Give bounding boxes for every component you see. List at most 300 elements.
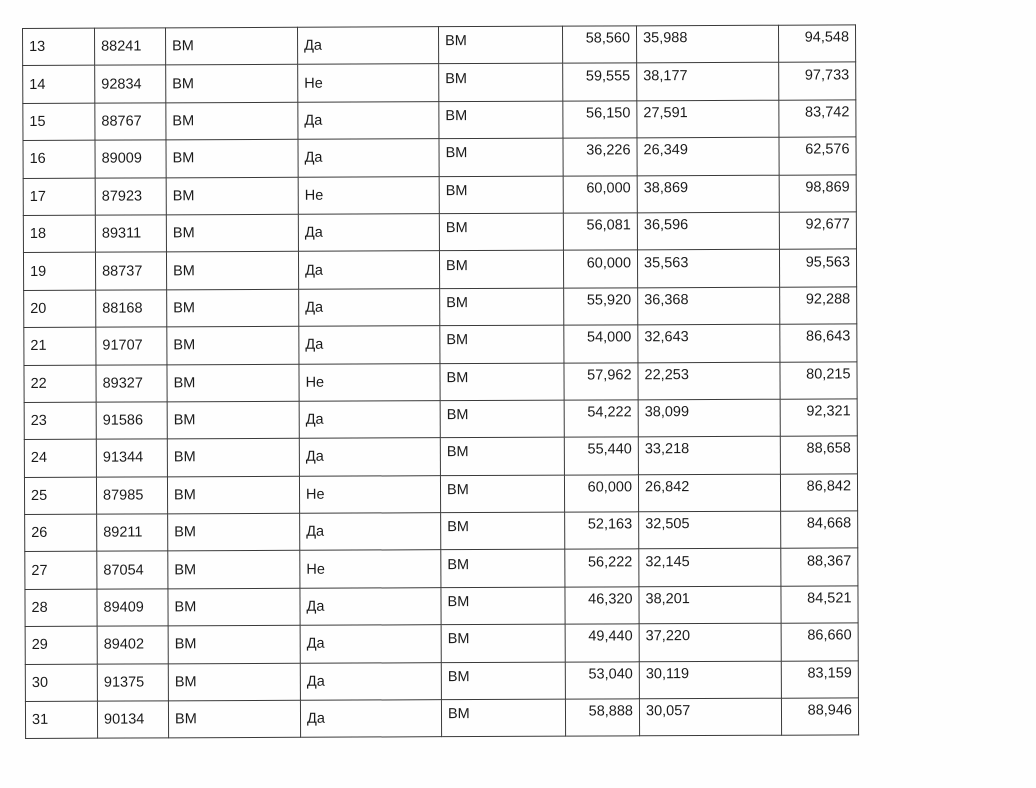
candidate-id-cell-text: 89311: [101, 225, 142, 242]
second-type-cell: [441, 587, 565, 625]
answer-cell: [298, 214, 439, 252]
row-number-cell-text: 31: [31, 712, 49, 729]
score-b-cell: [639, 511, 781, 549]
results-table: [22, 24, 859, 739]
score-b-cell: [636, 25, 778, 63]
row-number-cell: [24, 439, 96, 477]
type-cell-text: ВМ: [173, 449, 196, 466]
score-b-cell-text: 22,253: [644, 366, 689, 383]
score-a-cell-text: 56,150: [585, 105, 631, 122]
candidate-id-cell: [96, 439, 167, 477]
answer-cell: [298, 101, 439, 139]
answer-cell: [299, 401, 440, 439]
row-number-cell: [25, 514, 97, 552]
answer-cell-text: Да: [306, 523, 325, 541]
row-number-cell: [23, 215, 95, 253]
table-row: [23, 100, 856, 141]
candidate-id-cell-text: 89211: [103, 524, 143, 541]
second-type-cell-text: ВМ: [446, 407, 469, 424]
score-a-cell-text: 54,000: [586, 329, 632, 346]
second-type-cell: [440, 288, 564, 326]
second-type-cell: [439, 250, 563, 288]
row-number-cell: [25, 701, 97, 739]
score-b-cell-text: 32,643: [644, 329, 689, 346]
score-a-cell: [565, 549, 639, 587]
answer-cell: [300, 700, 441, 738]
table-row: [23, 62, 856, 103]
score-b-cell: [639, 623, 781, 661]
score-a-cell: [563, 250, 637, 288]
second-type-cell-text: ВМ: [447, 668, 470, 685]
answer-cell-text: Не: [306, 486, 325, 503]
total-score-cell-text: 80,215: [806, 366, 851, 383]
candidate-id-cell: [95, 177, 166, 215]
score-a-cell: [563, 63, 637, 101]
total-score-cell-text: 84,668: [806, 515, 852, 532]
table-row: [24, 287, 857, 328]
score-b-cell: [637, 250, 779, 288]
total-score-cell: [780, 287, 857, 325]
candidate-id-cell: [97, 626, 168, 664]
row-number-cell-text: 19: [30, 263, 47, 280]
score-a-cell-text: 53,040: [588, 666, 633, 683]
answer-cell-text: Да: [304, 112, 323, 129]
table-row: [23, 212, 856, 253]
row-number-cell: [24, 290, 96, 328]
row-number-cell: [23, 178, 95, 216]
second-type-cell: [439, 101, 563, 139]
second-type-cell-text: ВМ: [446, 369, 469, 386]
type-cell: [166, 27, 298, 65]
score-a-cell: [564, 288, 638, 326]
answer-cell-text: Не: [304, 75, 323, 92]
score-b-cell-text: 35,563: [643, 254, 689, 271]
table-row: [24, 399, 857, 440]
second-type-cell: [439, 213, 563, 251]
score-a-cell: [564, 362, 638, 400]
candidate-id-cell-text: 88737: [102, 263, 143, 280]
type-cell-text: ВМ: [172, 38, 194, 55]
type-cell-text: ВМ: [172, 113, 195, 130]
score-b-cell: [638, 324, 780, 362]
second-type-cell-text: ВМ: [447, 631, 470, 648]
type-cell-text: ВМ: [174, 487, 196, 504]
total-score-cell: [779, 137, 856, 175]
candidate-id-cell-text: 88168: [102, 300, 143, 317]
score-a-cell-text: 60,000: [586, 180, 631, 197]
type-cell: [167, 289, 299, 327]
row-number-cell-text: 27: [31, 562, 48, 579]
type-cell-text: ВМ: [174, 561, 197, 578]
type-cell: [166, 177, 298, 215]
type-cell-text: ВМ: [172, 75, 195, 92]
second-type-cell: [441, 512, 565, 550]
second-type-cell: [440, 363, 564, 401]
row-number-cell-text: 28: [31, 599, 48, 617]
answer-cell-text: Не: [305, 374, 325, 391]
second-type-cell: [440, 475, 564, 513]
type-cell: [166, 214, 298, 252]
type-cell: [167, 364, 299, 402]
candidate-id-cell-text: 91344: [102, 449, 144, 467]
second-type-cell-text: ВМ: [447, 706, 470, 723]
total-score-cell-text: 88,658: [806, 440, 851, 458]
candidate-id-cell: [97, 701, 168, 739]
candidate-id-cell: [96, 402, 167, 440]
score-a-cell: [563, 101, 637, 139]
score-b-cell: [637, 100, 779, 138]
candidate-id-cell: [95, 65, 166, 103]
answer-cell-text: Да: [305, 299, 324, 316]
row-number-cell-text: 17: [29, 188, 46, 205]
answer-cell: [300, 513, 441, 551]
second-type-cell-text: ВМ: [445, 108, 468, 125]
second-type-cell: [438, 26, 562, 64]
total-score-cell: [780, 474, 857, 512]
row-number-cell-text: 24: [30, 450, 48, 467]
row-number-cell: [23, 140, 95, 178]
answer-cell: [299, 288, 440, 326]
second-type-cell: [441, 699, 565, 737]
score-b-cell-text: 35,988: [643, 30, 688, 47]
table-row: [25, 623, 858, 664]
total-score-cell-text: 84,521: [807, 590, 852, 607]
candidate-id-cell-text: 91707: [102, 337, 143, 354]
score-b-cell-text: 38,099: [644, 404, 690, 421]
type-cell: [166, 252, 298, 290]
candidate-id-cell: [97, 551, 168, 589]
score-a-cell-text: 54,222: [587, 404, 632, 421]
score-b-cell-text: 38,177: [643, 67, 688, 84]
total-score-cell: [779, 212, 856, 250]
second-type-cell: [440, 400, 564, 438]
row-number-cell-text: 30: [31, 674, 49, 691]
candidate-id-cell-text: 89009: [101, 150, 142, 168]
row-number-cell: [24, 327, 96, 365]
score-a-cell-text: 55,920: [586, 292, 632, 309]
total-score-cell-text: 62,576: [805, 141, 850, 158]
row-number-cell-text: 18: [29, 226, 47, 243]
candidate-id-cell-text: 92834: [101, 76, 142, 93]
score-b-cell: [639, 661, 781, 699]
answer-cell-text: Да: [306, 673, 325, 690]
candidate-id-cell-text: 88767: [101, 113, 142, 130]
score-b-cell: [637, 175, 779, 213]
candidate-id-cell: [97, 589, 168, 627]
score-a-cell: [565, 699, 639, 737]
score-b-cell: [638, 474, 780, 512]
row-number-cell: [25, 664, 97, 702]
row-number-cell: [24, 402, 96, 440]
total-score-cell: [779, 62, 856, 100]
row-number-cell-text: 23: [30, 412, 47, 430]
total-score-cell-text: 95,563: [805, 253, 851, 271]
candidate-id-cell: [95, 103, 166, 141]
type-cell: [168, 663, 300, 701]
row-number-cell-text: 21: [30, 338, 47, 355]
total-score-cell-text: 92,677: [805, 216, 850, 233]
table-row: [25, 586, 858, 627]
second-type-cell-text: ВМ: [446, 332, 469, 349]
score-a-cell-text: 58,888: [588, 703, 634, 720]
second-type-cell-text: ВМ: [447, 519, 469, 536]
type-cell-text: ВМ: [172, 187, 195, 205]
row-number-cell-text: 16: [29, 151, 46, 168]
candidate-id-cell: [95, 215, 166, 253]
second-type-cell: [441, 662, 565, 700]
type-cell-text: ВМ: [174, 674, 197, 691]
type-cell: [167, 401, 299, 439]
second-type-cell-text: ВМ: [445, 70, 468, 87]
score-b-cell-text: 37,220: [645, 628, 691, 645]
score-b-cell: [638, 362, 780, 400]
score-b-cell: [639, 586, 781, 624]
score-b-cell-text: 38,201: [645, 591, 690, 608]
score-b-cell: [638, 287, 780, 325]
total-score-cell: [780, 361, 857, 399]
row-number-cell: [25, 626, 97, 664]
type-cell: [166, 139, 298, 177]
second-type-cell: [440, 437, 564, 475]
type-cell: [168, 588, 300, 626]
candidate-id-cell: [96, 477, 167, 515]
score-a-cell-text: 56,081: [586, 217, 631, 234]
answer-cell-text: Да: [305, 411, 324, 428]
candidate-id-cell-text: 87985: [103, 487, 144, 504]
answer-cell-text: Да: [306, 710, 325, 727]
type-cell: [167, 476, 299, 514]
answer-cell-text: Да: [304, 150, 323, 167]
total-score-cell-text: 88,367: [806, 553, 852, 570]
score-a-cell: [563, 213, 637, 251]
type-cell: [168, 551, 300, 589]
score-b-cell-text: 32,505: [645, 516, 690, 533]
answer-cell-text: Да: [304, 224, 323, 241]
candidate-id-cell-text: 88241: [101, 38, 142, 55]
type-cell-text: ВМ: [173, 262, 195, 279]
total-score-cell: [781, 698, 858, 736]
type-cell-text: ВМ: [174, 711, 197, 728]
candidate-id-cell-text: 89402: [103, 636, 145, 654]
answer-cell-text: Да: [305, 337, 324, 354]
type-cell-text: ВМ: [173, 412, 196, 429]
second-type-cell-text: ВМ: [445, 33, 467, 50]
score-a-cell-text: 49,440: [588, 628, 633, 645]
answer-cell: [300, 550, 441, 588]
second-type-cell-text: ВМ: [446, 257, 468, 274]
total-score-cell-text: 92,288: [805, 291, 851, 308]
score-b-cell: [639, 698, 781, 736]
row-number-cell-text: 14: [29, 76, 46, 93]
total-score-cell: [779, 249, 856, 287]
answer-cell-text: Да: [306, 598, 325, 615]
total-score-cell: [781, 660, 858, 698]
score-a-cell: [564, 475, 638, 513]
table-row: [23, 137, 856, 178]
total-score-cell: [778, 25, 855, 63]
type-cell-text: ВМ: [173, 337, 196, 354]
second-type-cell-text: ВМ: [445, 182, 468, 199]
candidate-id-cell-text: 87923: [101, 188, 143, 205]
answer-cell: [298, 64, 439, 102]
total-score-cell-text: 83,159: [807, 665, 852, 682]
table-row: [24, 361, 857, 402]
candidate-id-cell-text: 89327: [102, 375, 143, 392]
total-score-cell-text: 86,842: [806, 478, 852, 495]
score-b-cell: [637, 137, 779, 175]
total-score-cell: [781, 623, 858, 661]
row-number-cell-text: 22: [30, 375, 47, 392]
score-a-cell: [564, 437, 638, 475]
type-cell: [168, 513, 300, 551]
candidate-id-cell: [97, 514, 168, 552]
score-a-cell: [565, 624, 639, 662]
candidate-id-cell-text: 91375: [103, 674, 145, 691]
table-row: [25, 548, 858, 589]
candidate-id-cell-text: 89409: [103, 599, 144, 616]
answer-cell-text: Не: [306, 561, 325, 578]
score-a-cell: [562, 26, 636, 64]
total-score-cell: [780, 399, 857, 437]
total-score-cell-text: 94,548: [804, 29, 850, 46]
second-type-cell: [439, 176, 563, 214]
answer-cell: [298, 139, 439, 177]
type-cell: [168, 626, 300, 664]
score-b-cell-text: 36,368: [644, 292, 689, 309]
table-row: [24, 436, 857, 477]
score-a-cell: [564, 325, 638, 363]
second-type-cell-text: ВМ: [446, 444, 469, 461]
row-number-cell-text: 20: [30, 300, 47, 317]
row-number-cell: [23, 66, 95, 104]
score-b-cell-text: 30,119: [645, 665, 690, 683]
score-a-cell-text: 60,000: [586, 254, 632, 272]
total-score-cell: [779, 174, 856, 212]
answer-cell: [299, 438, 440, 476]
candidate-id-cell-text: 87054: [103, 562, 144, 579]
answer-cell: [299, 363, 440, 401]
row-number-cell: [24, 477, 96, 515]
score-a-cell: [565, 587, 639, 625]
second-type-cell: [441, 550, 565, 588]
score-a-cell-text: 56,222: [587, 553, 633, 571]
row-number-cell: [23, 28, 95, 66]
second-type-cell: [441, 624, 565, 662]
total-score-cell-text: 83,742: [804, 104, 850, 121]
second-type-cell-text: ВМ: [445, 145, 468, 162]
row-number-cell: [23, 253, 95, 291]
table-row: [25, 660, 858, 701]
answer-cell: [300, 588, 441, 626]
score-a-cell: [565, 661, 639, 699]
table-row: [24, 324, 857, 365]
score-b-cell-text: 30,057: [645, 703, 691, 720]
score-b-cell-text: 36,596: [643, 217, 689, 234]
score-b-cell: [637, 63, 779, 101]
second-type-cell: [439, 138, 563, 176]
candidate-id-cell: [96, 364, 167, 402]
type-cell-text: ВМ: [173, 374, 196, 392]
total-score-cell: [780, 436, 857, 474]
score-b-cell-text: 26,349: [643, 142, 688, 159]
type-cell: [168, 700, 300, 738]
type-cell-text: ВМ: [174, 599, 197, 616]
second-type-cell-text: ВМ: [446, 294, 468, 312]
type-cell: [167, 439, 299, 477]
answer-cell-text: Да: [305, 449, 324, 466]
total-score-cell-text: 97,733: [804, 66, 850, 84]
score-b-cell: [639, 549, 781, 587]
second-type-cell: [440, 325, 564, 363]
score-a-cell-text: 58,560: [585, 30, 631, 47]
row-number-cell: [25, 552, 97, 590]
candidate-id-cell-text: 91586: [102, 412, 144, 429]
type-cell: [167, 326, 299, 364]
total-score-cell-text: 98,869: [805, 179, 850, 196]
type-cell-text: ВМ: [172, 225, 195, 242]
row-number-cell-text: 13: [29, 39, 46, 56]
total-score-cell-text: 88,946: [807, 702, 853, 719]
table-row: [23, 25, 856, 66]
type-cell-text: ВМ: [174, 524, 196, 541]
score-a-cell: [564, 400, 638, 438]
score-a-cell-text: 52,163: [587, 516, 633, 533]
table-row: [25, 698, 858, 739]
answer-cell: [299, 326, 440, 364]
answer-cell-text: Да: [305, 262, 323, 279]
total-score-cell: [781, 586, 858, 624]
score-b-cell: [638, 436, 780, 474]
total-score-cell-text: 86,643: [805, 328, 851, 345]
table-row: [23, 249, 856, 290]
answer-cell: [299, 475, 440, 513]
row-number-cell: [25, 589, 97, 627]
table-row: [23, 174, 856, 215]
total-score-cell: [780, 324, 857, 362]
score-a-cell-text: 57,962: [587, 367, 632, 384]
score-a-cell: [565, 512, 639, 550]
second-type-cell-text: ВМ: [447, 594, 470, 611]
answer-cell-text: Да: [306, 636, 325, 653]
answer-cell-text: Да: [304, 37, 323, 54]
row-number-cell: [23, 103, 95, 141]
results-table-body: [23, 25, 859, 739]
candidate-id-cell: [95, 140, 166, 178]
score-a-cell: [563, 175, 637, 213]
total-score-cell-text: 86,660: [807, 627, 852, 645]
score-a-cell: [563, 138, 637, 176]
table-row: [24, 474, 857, 515]
score-b-cell: [637, 212, 779, 250]
type-cell-text: ВМ: [174, 636, 197, 653]
answer-cell: [300, 625, 441, 663]
answer-cell-text: Не: [304, 187, 324, 204]
answer-cell: [298, 251, 439, 289]
type-cell: [166, 102, 298, 140]
total-score-cell-text: 92,321: [806, 403, 851, 420]
score-a-cell-text: 60,000: [587, 479, 633, 496]
score-b-cell-text: 26,842: [644, 478, 690, 496]
score-b-cell-text: 32,145: [645, 553, 690, 570]
total-score-cell: [781, 548, 858, 586]
score-b-cell: [638, 399, 780, 437]
score-a-cell-text: 59,555: [585, 67, 631, 85]
score-b-cell-text: 27,591: [643, 105, 688, 122]
candidate-id-cell-text: 90134: [103, 711, 145, 728]
row-number-cell-text: 26: [31, 525, 48, 542]
candidate-id-cell: [97, 664, 168, 702]
score-a-cell-text: 55,440: [587, 441, 632, 459]
